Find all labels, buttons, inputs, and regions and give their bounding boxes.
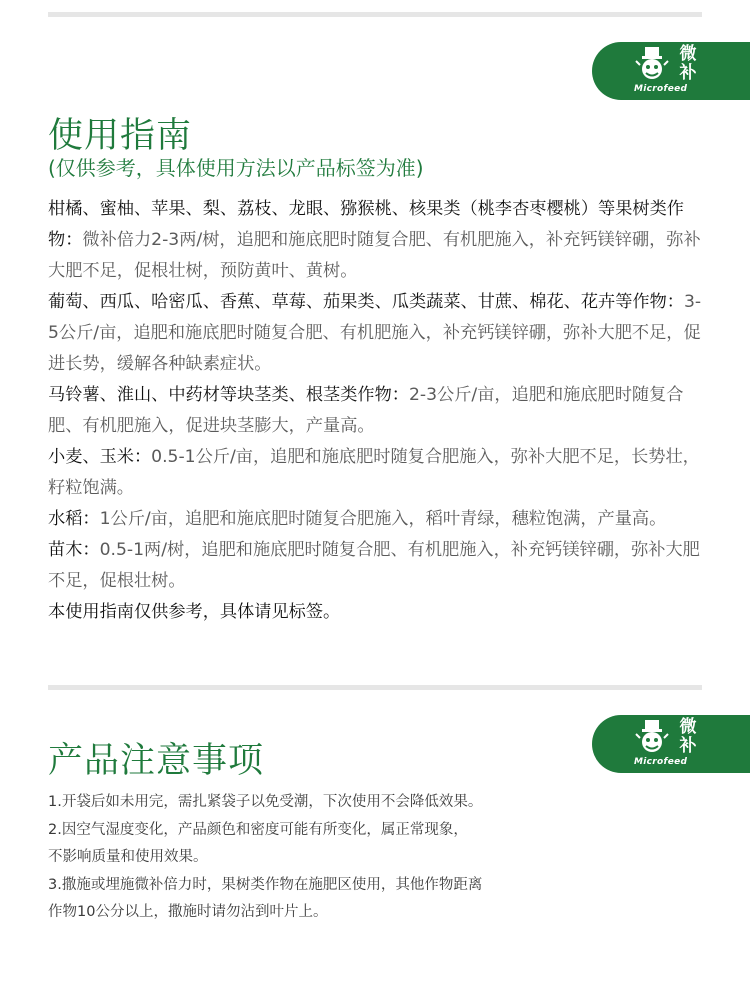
crop-label: 葡萄、西瓜、哈密瓜、香蕉、草莓、茄果类、瓜类蔬菜、甘蔗、棉花、花卉等作物： xyxy=(48,292,684,312)
mascot-icon xyxy=(634,45,674,85)
usage-guide xyxy=(48,194,708,628)
brand-name-cn: 微补 xyxy=(679,44,697,83)
guide-item xyxy=(48,194,708,287)
brand-logo xyxy=(592,42,750,100)
mascot-icon xyxy=(634,718,674,758)
guide-item xyxy=(48,380,708,442)
dosage-text: 0.5-1两/树，追肥和施底肥时随复合肥、有机肥施入，补充钙镁锌硼，弥补大肥不足，促根壮树。 xyxy=(48,540,700,591)
precaution-line: 3.撒施或埋施微补倍力时，果树类作物在施肥区使用，其他作物距离 xyxy=(48,876,483,893)
dosage-text: 1公斤/亩，追肥和施底肥时随复合肥施入，稻叶青绿，穗粒饱满，产量高。 xyxy=(99,509,667,529)
dosage-text: 2-3公斤/亩，追肥和施底肥时随复合肥、有机肥施入，促进块茎膨大，产量高。 xyxy=(48,385,684,436)
dosage-text: 微补倍力2-3两/树，追肥和施底肥时随复合肥、有机肥施入，补充钙镁锌硼，弥补大肥不足，促根壮树，预防黄叶、黄树。 xyxy=(48,230,701,281)
precautions-title: 产品注意事项 xyxy=(48,741,265,781)
precaution-line: 作物10公分以上，撒施时请勿沾到叶片上。 xyxy=(48,904,328,920)
crop-label: 马铃薯、淮山、中药材等块茎类、根茎类作物： xyxy=(48,385,409,405)
precaution-line: 不影响质量和使用效果。 xyxy=(48,849,208,865)
precautions-list xyxy=(48,789,708,927)
brand-logo xyxy=(592,715,750,773)
dosage-text: 0.5-1公斤/亩，追肥和施底肥时随复合肥施入，弥补大肥不足，长势壮，籽粒饱满。 xyxy=(48,447,700,498)
crop-label: 水稻： xyxy=(48,509,100,529)
precaution-line: 2.因空气湿度变化，产品颜色和密度可能有所变化，属正常现象， xyxy=(48,821,468,838)
precaution-line: 1.开袋后如未用完，需扎紧袋子以免受潮，下次使用不会降低效果。 xyxy=(48,794,483,810)
crop-label: 小麦、玉米： xyxy=(48,447,152,467)
guide-item xyxy=(48,504,708,535)
crop-label: 柑橘、蜜柚、苹果、梨、荔枝、龙眼、猕猴桃、核果类（桃李杏枣樱桃）等果树类作物： xyxy=(48,199,684,250)
brand-name-en: Microfeed xyxy=(634,757,688,767)
brand-name-en: Microfeed xyxy=(634,84,688,94)
guide-item xyxy=(48,287,708,380)
guide-note: 本使用指南仅供参考，具体请见标签。 xyxy=(48,602,341,622)
brand-name-cn: 微补 xyxy=(679,717,697,756)
usage-subtitle: (仅供参考，具体使用方法以产品标签为准) xyxy=(48,156,424,180)
guide-item xyxy=(48,442,708,504)
dosage-text: 3-5公斤/亩，追肥和施底肥时随复合肥、有机肥施入，补充钙镁锌硼，弥补大肥不足，促进长势，缓解各种缺素症状。 xyxy=(48,292,702,374)
guide-item xyxy=(48,535,708,597)
top-divider xyxy=(48,12,702,17)
crop-label: 苗木： xyxy=(48,540,100,560)
usage-title: 使用指南 xyxy=(48,116,193,156)
section-divider xyxy=(48,685,702,690)
